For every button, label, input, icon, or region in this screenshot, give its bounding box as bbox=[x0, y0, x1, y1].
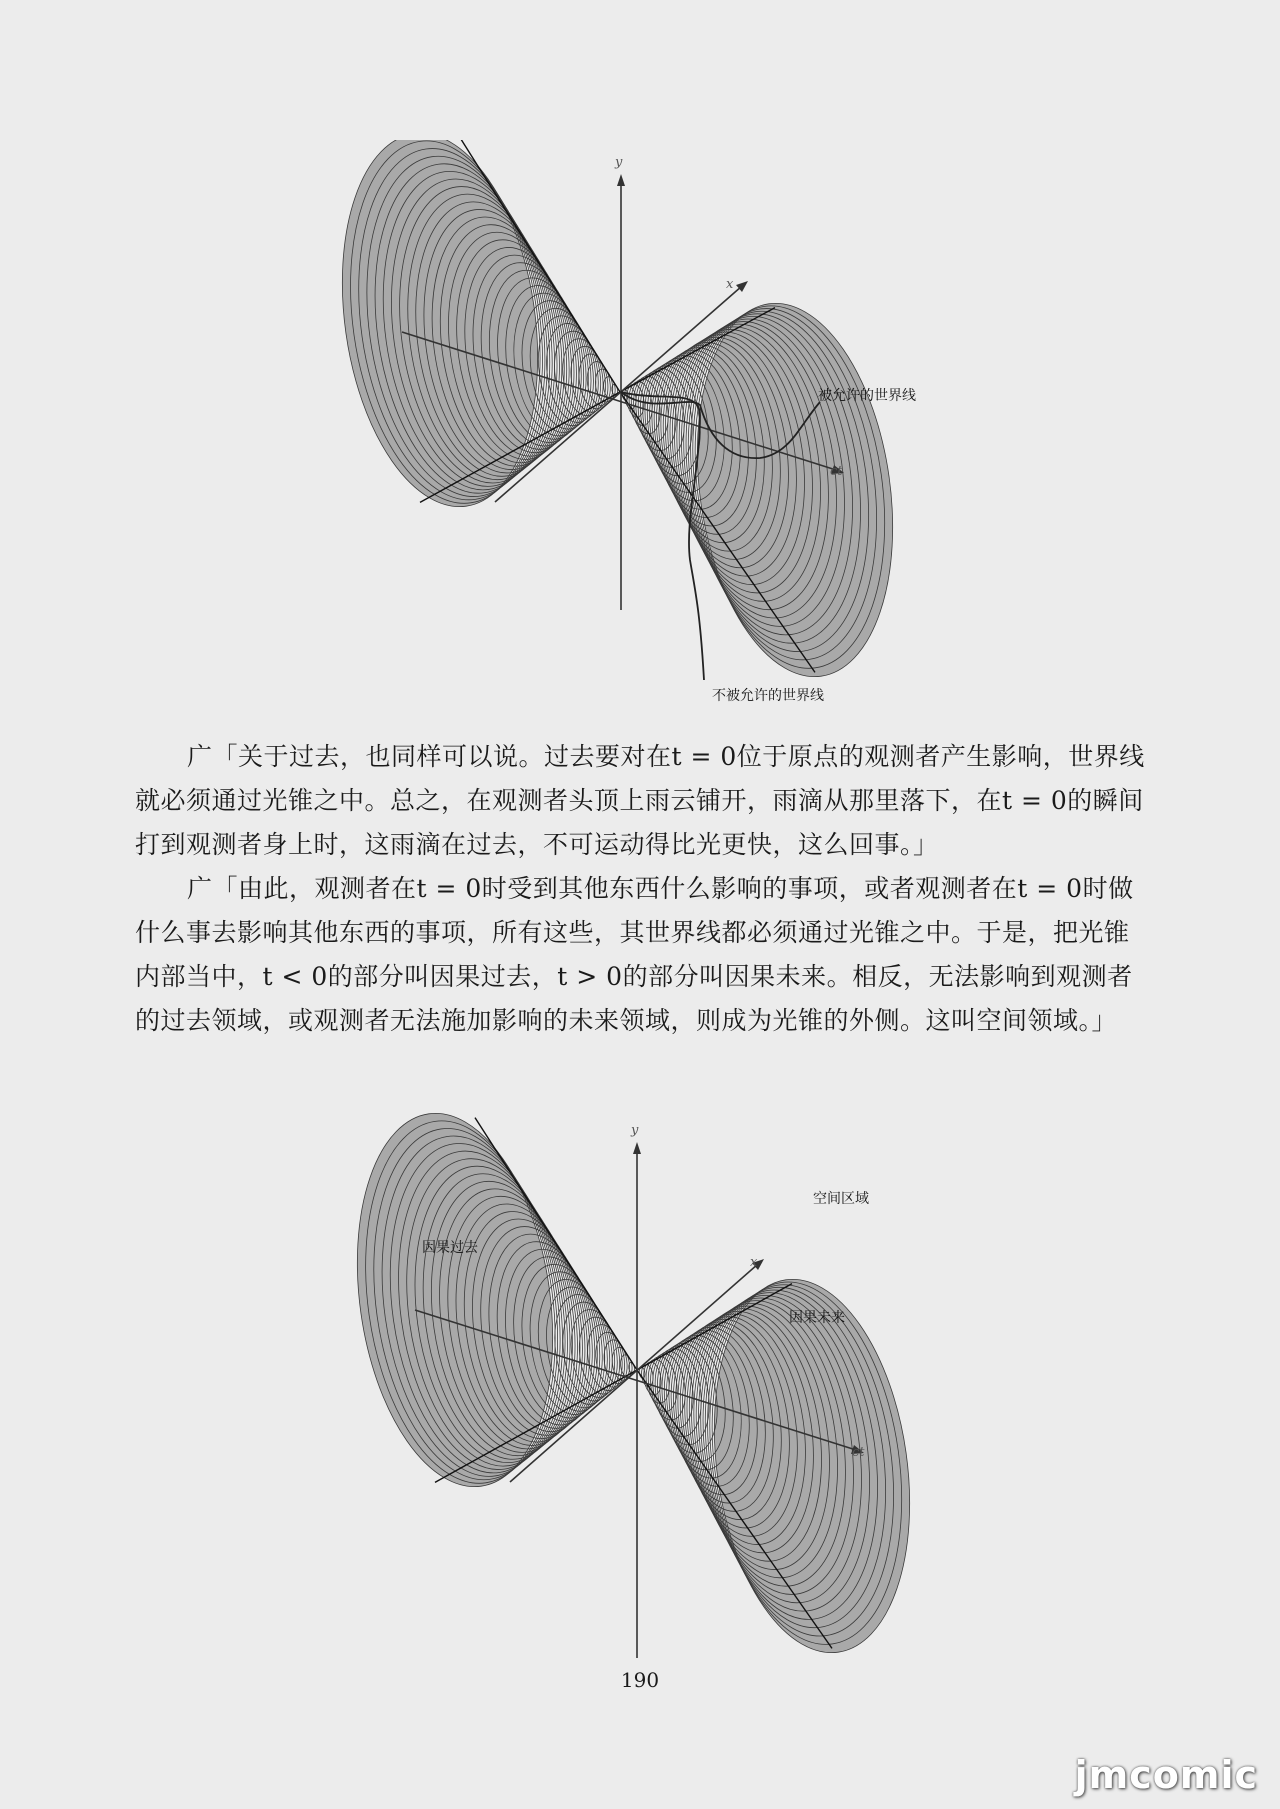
x-axis-label: x bbox=[750, 1255, 758, 1270]
light-cone-diagram-2 bbox=[0, 1110, 1280, 1670]
watermark: jmcomic bbox=[1074, 1753, 1258, 1797]
paragraph-past: 广「关于过去，也同样可以说。过去要对在t = 0位于原点的观测者产生影响，世界线就必须通过光锥之中。总之，在观测者头顶上雨云铺开，雨滴从那里落下，在t = 0的瞬间打到观测者身上时，这雨滴在过去，不可运动得比光更快，这么回事。」 bbox=[135, 742, 1145, 859]
light-cone-figure-regions bbox=[0, 1110, 1280, 1670]
allowed-worldline-label: 被允许的世界线 bbox=[818, 388, 916, 404]
body-text-block-1 bbox=[135, 735, 1145, 867]
page-number: 190 bbox=[620, 1668, 660, 1692]
cone-ring bbox=[335, 1110, 575, 1499]
y-axis-arrow bbox=[633, 1142, 641, 1154]
past-cone bbox=[320, 140, 620, 519]
past-cone bbox=[335, 1110, 637, 1499]
y-axis-arrow bbox=[617, 174, 625, 186]
cone-ring bbox=[675, 291, 915, 690]
light-cone-figure-worldlines bbox=[0, 140, 1280, 720]
paragraph-causality: 广「由此，观测者在t = 0时受到其他东西什么影响的事项，或者观测者在t = 0时做什么事去影响其他东西的事项，所有这些，其世界线都必须通过光锥之中。于是，把光锥内部当中，t < 0的部分叫因果过去，t > 0的部分叫因果未来。相反，无法影响到观测者的过去领域，或观测者无法施加影响的未来领域，则成为光锥的外侧。这叫空间领域。」 bbox=[135, 874, 1134, 1035]
causal-future-label: 因果未来 bbox=[789, 1310, 845, 1326]
ct-axis-label: ct bbox=[852, 1445, 865, 1460]
ct-axis-label: ct bbox=[830, 464, 843, 479]
body-text-block-2 bbox=[135, 867, 1145, 1043]
x-axis-label: x bbox=[726, 277, 734, 292]
causal-past-label: 因果过去 bbox=[422, 1240, 478, 1256]
not-allowed-worldline-label: 不被允许的世界线 bbox=[712, 688, 824, 704]
space-region-label: 空间区域 bbox=[813, 1191, 869, 1207]
future-cone bbox=[637, 1267, 932, 1666]
cone-ring bbox=[692, 1267, 932, 1666]
light-cone-diagram-1 bbox=[0, 140, 1280, 720]
future-cone bbox=[620, 291, 915, 690]
y-axis-label: y bbox=[615, 155, 623, 170]
y-axis-label: y bbox=[631, 1123, 639, 1138]
